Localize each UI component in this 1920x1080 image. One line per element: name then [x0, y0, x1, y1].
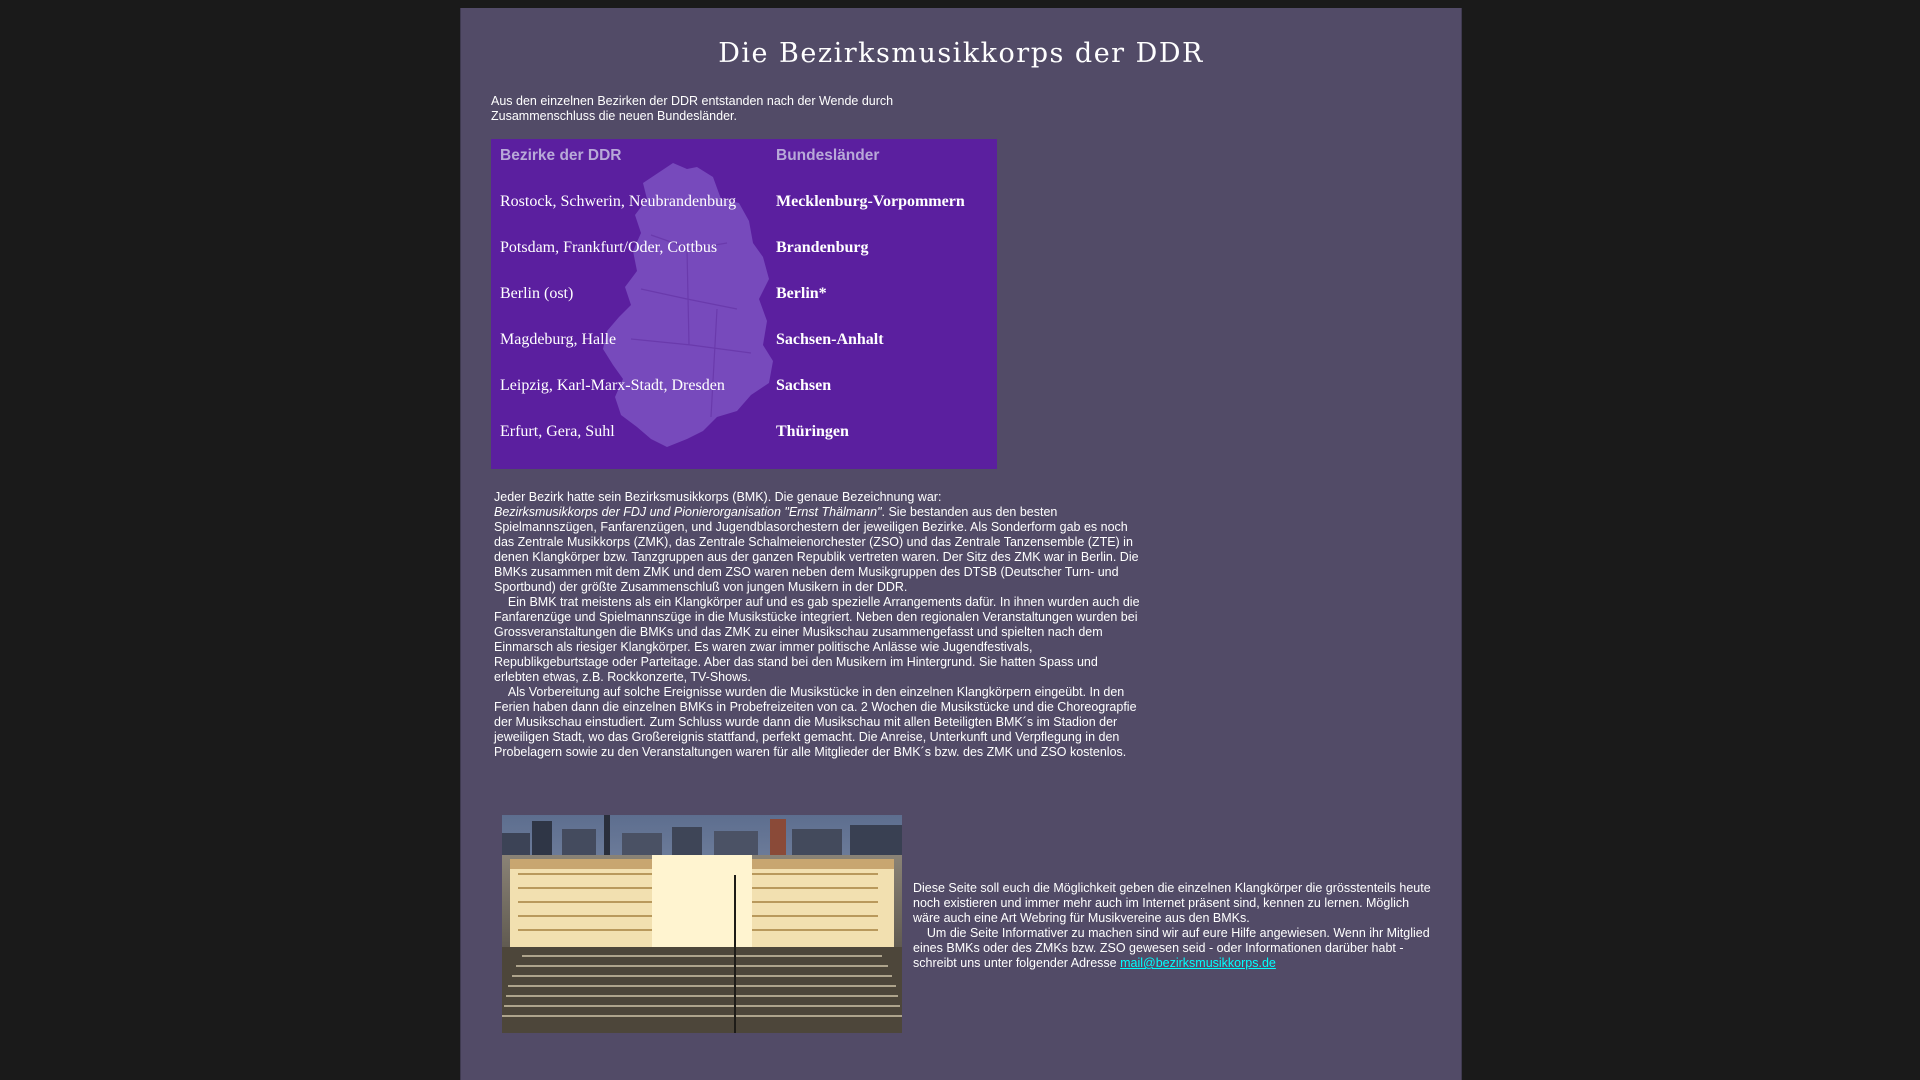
table-row-land: Sachsen-Anhalt [776, 331, 884, 348]
table-row-land: Brandenburg [776, 239, 869, 256]
palast-der-republik-photo [502, 815, 902, 1033]
table-row-bezirke: Potsdam, Frankfurt/Oder, Cottbus [500, 239, 718, 256]
table-row-land: Sachsen [776, 377, 832, 394]
col-header-bezirke: Bezirke der DDR [500, 147, 622, 164]
table-row-bezirke: Berlin (ost) [500, 285, 574, 302]
side-paragraph-2 [913, 926, 1433, 971]
body-paragraph-1 [494, 490, 1142, 595]
body-paragraph-3 [494, 685, 1142, 760]
col-header-bundeslaender: Bundesländer [776, 147, 880, 164]
side-paragraph-1: Diese Seite soll euch die Möglichkeit geben die einzelnen Klangkörper die grösstenteils heute noch existieren und immer mehr auch im Internet präsent sind, kennen zu lernen. Möglich wäre auch eine Art Webring für Musikvereine aus den BMKs. [913, 881, 1431, 925]
page-title: Die Bezirksmusikkorps der DDR [718, 38, 1204, 69]
table-row-bezirke: Magdeburg, Halle [500, 331, 617, 348]
page-container [460, 8, 1462, 1080]
email-link[interactable]: mail@bezirksmusikkorps.de [1120, 956, 1276, 970]
table-row-bezirke: Rostock, Schwerin, Neubrandenburg [500, 193, 737, 210]
table-row-bezirke: Erfurt, Gera, Suhl [500, 423, 615, 440]
body-text [494, 490, 1142, 760]
ddr-map-image [491, 139, 997, 469]
body-p3-text: Als Vorbereitung auf solche Ereignisse wurden die Musikstücke in den einzelnen Klangkörpern eingeübt. In den Ferien haben dann die einzelnen BMKs in Probefreizeiten von ca. 2 Wochen die Musikstücke und die Choreograpfie der Musikschau einstudiert. Zum Schluss wurde dann die Musikschau mit allen Beteiligten BMK´s im Stadion der jeweiligen Stadt, wo das Großereignis stattfand, perfekt gemacht. Die Anreise, Unterkunft und Verpflegung in den Probelagern sowie zu den Veranstaltungen waren für alle Mitglieder der BMK´s bzw. des ZMK und ZSO kostenlos. [494, 685, 1137, 759]
bezirke-table [491, 139, 997, 469]
table-row-land: Thüringen [776, 423, 849, 440]
table-row-bezirke: Leipzig, Karl-Marx-Stadt, Dresden [500, 377, 725, 394]
table-row-land: Mecklenburg-Vorpommern [776, 193, 965, 210]
side-p2-text: Um die Seite Informativer zu machen sind wir auf eure Hilfe angewiesen. Wenn ihr Mitglied eines BMKs oder des ZMKs bzw. ZSO gewesen seid - oder Informationen darüber habt - schreibt uns unter folgender Adresse [913, 926, 1430, 970]
body-p1-italic: Bezirksmusikkorps der FDJ und Pionierorganisation "Ernst Thälmann" [494, 505, 882, 519]
body-p2-text: Ein BMK trat meistens als ein Klangkörper auf und es gab spezielle Arrangements dafür. In ihnen wurden auch die Fanfarenzüge und Spielmannszüge in die Musikstücke integriert. Neben den regionalen Veranstaltungen wurden bei Grossveranstaltungen die BMKs und das ZMK zu einer Musikschau zusammengefasst und spielten nach dem Einmarsch als riesiger Klangkörper. Es waren zwar immer politische Anlässe wie Jugendfestivals, Republikgeburtstage oder Parteitage. Aber das stand bei den Musikern im Hintergrund. Sie hatten Spass und erlebten etwas, z.B. Rockkonzerte, TV-Shows. [494, 595, 1140, 684]
table-row-land: Berlin* [776, 285, 827, 302]
side-text [913, 881, 1433, 971]
body-paragraph-2 [494, 595, 1142, 685]
body-p1-rest: . Sie bestanden aus den besten Spielmannszügen, Fanfarenzügen, und Jugendblasorchestern der jeweiligen Bezirke. Als Sonderform gab es noch das Zentrale Musikkorps (ZMK), das Zentrale Schalmeienorchester (ZSO) und das Zentrale Tanzensemble (ZTE) in denen Klangkörper bzw. Tanzgruppen aus der ganzen Republik vertreten waren. Der Sitz des ZMK war in Berlin. Die BMKs zusammen mit dem ZMK und dem ZSO waren neben dem Musikgruppen des DTSB (Deutscher Turn- und Sportbund) der größte Zusammenschluß von jungen Musikern in der DDR. [494, 505, 1139, 594]
intro-text: Aus den einzelnen Bezirken der DDR entstanden nach der Wende durch Zusammenschluss die neuen Bundesländer. [491, 94, 894, 123]
body-p1-start: Jeder Bezirk hatte sein Bezirksmusikkorps (BMK). Die genaue Bezeichnung war: [494, 490, 942, 504]
